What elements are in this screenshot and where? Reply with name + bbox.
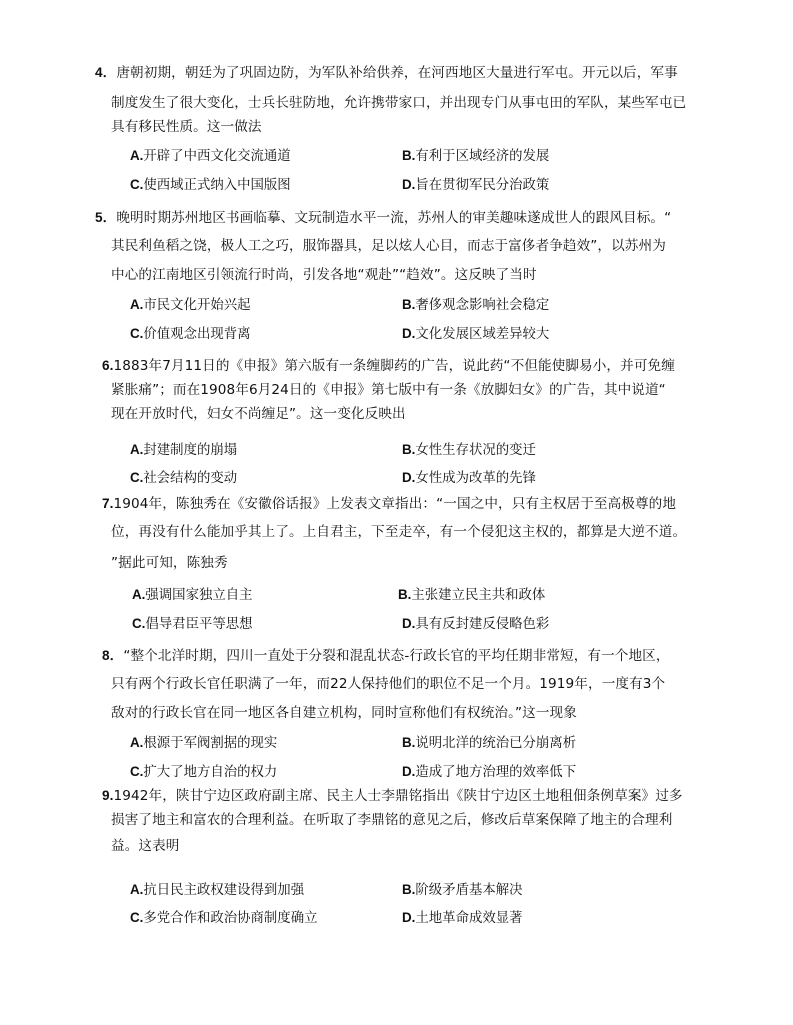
option-text: 土地革命成效显著 [415,911,523,926]
option-text: 具有反封建反侵略色彩 [415,617,550,632]
option-label: D. [402,470,416,485]
question-7-line-3: ”据此可知，陈独秀 [111,555,228,571]
option-b [402,146,549,167]
option-d [402,468,536,489]
option-label: C. [132,616,146,631]
option-a [132,585,253,606]
option-a [130,146,291,167]
question-text: “整个北洋时期，四川一直处于分裂和混乱状态-行政长官的平均任期非常短，有一个地区， [123,648,670,664]
option-label: A. [130,882,144,897]
option-d [402,762,576,783]
option-label: A. [130,442,144,457]
question-6-line-2: 紧胀痛”；而在1908年6月24日的《申报》第七版中有一条《放脚妇女》的广告，其中说道“ [111,382,666,398]
option-text: 女性成为改革的先锋 [415,471,536,486]
question-7-line-2: 位，再没有什么能加乎其上了。上自君主，下至走卒，有一个侵犯这主权的，都算是大逆不道。 [111,524,687,540]
option-label: C. [130,470,144,485]
question-9-line-3: 益。这表明 [111,838,180,854]
option-a [130,733,277,754]
question-number: 6. [102,358,114,373]
option-label: D. [402,910,416,925]
option-text: 抗日民主政权建设得到加强 [143,883,305,898]
option-c [130,468,237,489]
option-d [402,175,549,196]
option-d [402,614,549,635]
question-8-line-1 [102,646,670,666]
option-label: C. [130,910,144,925]
option-label: B. [402,735,416,750]
option-text: 阶级矛盾基本解决 [415,883,523,898]
option-label: A. [130,297,144,312]
option-label: B. [402,148,416,163]
option-label: D. [402,326,416,341]
question-text: 唐朝初期，朝廷为了巩固边防，为军队补给供养，在河西地区大量进行军屯。开元以后，军事 [116,65,678,81]
option-text: 奢侈观念影响社会稳定 [415,298,550,313]
option-c [130,908,317,929]
option-c [132,614,253,635]
question-4-line-2: 制度发生了很大变化，士兵长驻防地，允许携带家口，并出现专门从事屯田的军队，某些军屯已 [111,95,687,111]
question-text: 晚明时期苏州地区书画临摹、文玩制造水平一流，苏州人的审美趣味遂成世人的跟风目标。“ [116,210,672,226]
question-number: 5． [95,210,117,225]
option-label: D. [402,616,416,631]
option-text: 旨在贯彻军民分治政策 [415,178,550,193]
question-8-line-3: 敌对的行政长官在同一地区各自建立机构，同时宣称他们有权统治。”这一现象 [111,705,577,721]
option-label: A. [132,587,146,602]
option-label: C. [130,764,144,779]
option-c [130,324,251,345]
option-c [130,762,277,783]
question-8-line-2: 只有两个行政长官任职满了一年，而22人保持他们的职位不足一个月。1919年，一度有3个 [111,676,666,692]
question-number: 7. [102,496,114,511]
option-label: A. [130,735,144,750]
option-d [402,908,523,929]
option-b [402,295,549,316]
option-label: B. [402,442,416,457]
option-b [402,440,536,461]
question-4-line-3: 具有移民性质。这一做法 [111,119,262,135]
option-label: B. [402,297,416,312]
question-9-line-2: 损害了地主和富农的合理利益。在听取了李鼎铭的意见之后，修改后草案保障了地主的合理利 [111,812,673,828]
option-label: C. [130,177,144,192]
option-label: B. [402,882,416,897]
option-a [130,880,304,901]
question-number: 9. [102,788,114,803]
option-text: 说明北洋的统治已分崩离析 [415,736,577,751]
option-c [130,175,291,196]
option-b [398,585,545,606]
option-text: 文化发展区域差异较大 [415,327,550,342]
option-text: 女性生存状况的变迁 [415,443,536,458]
option-text: 开辟了中西文化交流通道 [143,149,291,164]
option-text: 扩大了地方自治的权力 [143,765,278,780]
question-number: 8． [102,648,124,663]
option-text: 封建制度的崩塌 [143,443,238,458]
option-text: 倡导君臣平等思想 [145,617,253,632]
option-text: 有利于区域经济的发展 [415,149,550,164]
question-6-line-1 [102,356,675,376]
question-text: 1883年7月11日的《申报》第六版有一条缠脚药的广告，说此药“不但能使脚易小，并可免缠 [113,358,675,374]
option-text: 强调国家独立自主 [145,588,253,603]
option-text: 市民文化开始兴起 [143,298,251,313]
option-label: D. [402,764,416,779]
question-7-line-1 [102,494,676,514]
question-5-line-3: 中心的江南地区引领流行时尚，引发各地“观赴”“趋效”。这反映了当时 [111,267,537,283]
question-text: 1904年，陈独秀在《安徽俗话报》上发表文章指出：“一国之中，只有主权居于至高极尊的地 [113,496,677,512]
option-b [402,880,523,901]
option-label: A. [130,148,144,163]
option-text: 使西域正式纳入中国版图 [143,178,291,193]
question-number: 4． [95,65,117,80]
option-label: D. [402,177,416,192]
question-9-line-1 [102,786,683,806]
option-a [130,440,237,461]
option-label: B. [398,587,412,602]
question-6-line-3: 现在开放时代，妇女不尚缠足”。这一变化反映出 [111,406,406,422]
question-text: 1942年，陕甘宁边区政府副主席、民主人士李鼎铭指出《陕甘宁边区土地租佃条例草案》过多 [113,788,683,804]
question-5-line-2: 其民利鱼稻之饶，极人工之巧，服饰器具，足以炫人心目，而志于富侈者争趋效”，以苏州为 [111,238,666,254]
option-text: 主张建立民主共和政体 [411,588,546,603]
option-text: 价值观念出现背离 [143,327,251,342]
option-text: 社会结构的变动 [143,471,238,486]
option-a [130,295,251,316]
option-text: 造成了地方治理的效率低下 [415,765,577,780]
option-label: C. [130,326,144,341]
option-text: 根源于军阀割据的现实 [143,736,278,751]
option-d [402,324,549,345]
question-4-line-1 [95,63,678,83]
option-b [402,733,576,754]
option-text: 多党合作和政治协商制度确立 [143,911,318,926]
question-5-line-1 [95,208,671,228]
